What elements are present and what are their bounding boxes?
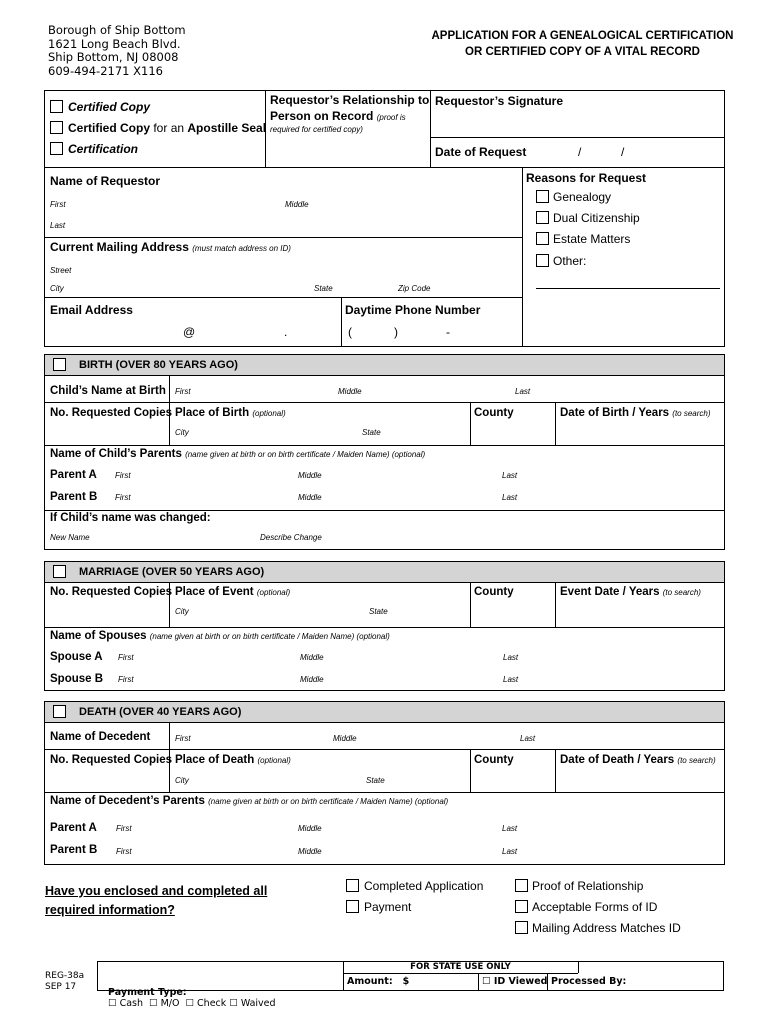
apostille-label-c: Apostille Seal — [187, 121, 267, 135]
phone-close: ) — [394, 325, 398, 339]
birth-parents-title: Name of Child’s Parents — [50, 448, 182, 460]
signature-label: Requestor’s Signature — [435, 94, 564, 108]
reason-dual-citizenship: Dual Citizenship — [553, 211, 640, 225]
completed-application-checkbox[interactable] — [346, 879, 359, 892]
address-zip: Zip Code — [398, 284, 431, 293]
mailing-address-matches-label: Mailing Address Matches ID — [532, 921, 681, 935]
death-copies-label: No. Requested Copies — [50, 754, 173, 766]
org-city: Ship Bottom, NJ 08008 — [48, 50, 179, 64]
marriage-state: State — [369, 607, 388, 616]
payment-checkbox[interactable] — [346, 900, 359, 913]
birth-parent-a-label: Parent A — [50, 469, 97, 481]
marriage-header-label: MARRIAGE (OVER 50 YEARS AGO) — [79, 566, 265, 578]
checklist-question — [45, 882, 267, 920]
birth-parent-b-last: Last — [502, 493, 518, 502]
requestor-last: Last — [50, 221, 66, 230]
proof-relationship-checkbox[interactable] — [515, 879, 528, 892]
decedent-middle: Middle — [333, 734, 357, 743]
other-checkbox[interactable] — [536, 254, 549, 267]
death-parent-b-label: Parent B — [50, 844, 98, 856]
org-phone: 609-494-2171 X116 — [48, 63, 163, 78]
birth-date-label — [560, 407, 711, 419]
death-date-note: (to search) — [677, 756, 716, 765]
spouse-a-middle: Middle — [300, 653, 324, 662]
decedent-name-label: Name of Decedent — [50, 731, 151, 743]
spouses-title: Name of Spouses — [50, 630, 147, 642]
certification-label: Certification — [68, 142, 139, 156]
death-date-label — [560, 754, 716, 766]
marriage-county-label: County — [474, 586, 514, 598]
certified-copy-label: Certified Copy — [68, 100, 151, 114]
requestor-middle: Middle — [285, 200, 309, 209]
org-name: Borough of Ship Bottom — [48, 23, 186, 37]
decedent-parents-label — [50, 795, 448, 807]
apostille-label-b: for an — [150, 121, 188, 135]
birth-checkbox[interactable] — [53, 358, 66, 371]
death-checkbox[interactable] — [53, 705, 66, 718]
processed-by-label: Processed By: — [551, 976, 627, 987]
payment-type — [102, 976, 276, 1009]
form-title-line2: OR CERTIFIED COPY OF A VITAL RECORD — [465, 46, 700, 58]
marriage-date-label — [560, 586, 701, 598]
describe-change-label: Describe Change — [260, 533, 322, 542]
apostille-label — [68, 121, 266, 135]
relationship-field[interactable] — [266, 138, 429, 166]
death-place-title: Place of Death — [175, 754, 255, 766]
form-title-line1: APPLICATION FOR A GENEALOGICAL CERTIFICATION — [431, 30, 734, 42]
signature-field[interactable] — [431, 110, 724, 136]
org-address — [48, 24, 186, 78]
form-code — [45, 971, 84, 993]
death-parent-b-last: Last — [502, 847, 518, 856]
death-header-label: DEATH (OVER 40 YEARS AGO) — [79, 706, 242, 718]
death-county-label: County — [474, 754, 514, 766]
checklist-question-line1: Have you enclosed and completed all — [45, 884, 268, 898]
marriage-place-note: (optional) — [256, 588, 291, 597]
marriage-copies-label: No. Requested Copies — [50, 586, 173, 598]
date-slash-2: / — [621, 145, 625, 159]
spouses-label — [50, 630, 390, 642]
requestor-name-label: Name of Requestor — [50, 174, 161, 188]
reason-genealogy: Genealogy — [553, 190, 612, 204]
phone-dash: - — [446, 325, 450, 339]
spouse-b-first: First — [118, 675, 134, 684]
death-parent-a-last: Last — [502, 824, 518, 833]
marriage-date-title: Event Date / Years — [560, 586, 660, 598]
birth-city: City — [175, 428, 189, 437]
death-city: City — [175, 776, 189, 785]
amount-label: Amount: $ — [347, 976, 410, 987]
proof-relationship-label: Proof of Relationship — [532, 879, 644, 893]
payment-type-options[interactable]: ☐ Cash ☐ M/O ☐ Check ☐ Waived — [108, 998, 276, 1009]
reason-estate-matters: Estate Matters — [553, 232, 631, 246]
birth-county-label: County — [474, 407, 514, 419]
dual-citizenship-checkbox[interactable] — [536, 211, 549, 224]
death-parent-b-first: First — [116, 847, 132, 856]
acceptable-id-checkbox[interactable] — [515, 900, 528, 913]
death-section — [44, 722, 725, 865]
spouse-a-label: Spouse A — [50, 651, 103, 663]
address-street: Street — [50, 266, 72, 275]
form-title — [430, 28, 735, 60]
marriage-city: City — [175, 607, 189, 616]
relationship-note: (proof is — [376, 113, 406, 122]
marriage-place-label — [175, 586, 290, 598]
reason-other: Other: — [553, 254, 587, 268]
relationship-label-line2 — [270, 109, 406, 123]
marriage-date-note: (to search) — [662, 588, 701, 597]
genealogy-checkbox[interactable] — [536, 190, 549, 203]
certified-copy-checkbox[interactable] — [50, 100, 63, 113]
apostille-label-a: Certified Copy — [68, 121, 151, 135]
marriage-place-title: Place of Event — [175, 586, 254, 598]
relationship-note-line2: required for certified copy) — [270, 125, 363, 134]
death-place-note: (optional) — [257, 756, 291, 765]
death-parent-b-middle: Middle — [298, 847, 322, 856]
birth-parent-b-label: Parent B — [50, 491, 98, 503]
other-line[interactable] — [536, 288, 720, 289]
address-state: State — [314, 284, 333, 293]
birth-parents-note: (name given at birth or on birth certificate / Maiden Name) (optional) — [185, 450, 426, 459]
spouses-note: (name given at birth or on birth certificate / Maiden Name) (optional) — [149, 632, 390, 641]
mailing-address-note: (must match address on ID) — [192, 244, 291, 253]
death-date-title: Date of Death / Years — [560, 754, 675, 766]
date-of-request-label: Date of Request — [435, 145, 527, 159]
email-dot: . — [284, 325, 288, 339]
email-at: @ — [183, 325, 196, 339]
child-name-label: Child’s Name at Birth — [50, 385, 166, 397]
birth-state: State — [362, 428, 381, 437]
new-name-label: New Name — [50, 533, 90, 542]
decedent-first: First — [175, 734, 191, 743]
death-state: State — [366, 776, 385, 785]
birth-place-label — [175, 407, 286, 419]
payment-type-label: Payment Type: — [108, 987, 187, 998]
reasons-label: Reasons for Request — [526, 171, 647, 185]
birth-place-note: (optional) — [252, 409, 286, 418]
address-city: City — [50, 284, 64, 293]
birth-parent-a-first: First — [115, 471, 131, 480]
spouse-b-middle: Middle — [300, 675, 324, 684]
birth-date-title: Date of Birth / Years — [560, 407, 670, 419]
form-code-number: REG-38a — [45, 971, 85, 981]
id-viewed-label[interactable]: ☐ ID Viewed — [482, 976, 548, 987]
completed-application-label: Completed Application — [364, 879, 484, 893]
phone-label: Daytime Phone Number — [345, 303, 481, 317]
spouse-b-last: Last — [503, 675, 519, 684]
form-code-date: SEP 17 — [45, 982, 77, 992]
birth-parent-b-first: First — [115, 493, 131, 502]
payment-label: Payment — [364, 900, 412, 914]
death-parent-a-label: Parent A — [50, 822, 97, 834]
relationship-label-b: Person on Record — [270, 109, 374, 123]
spouse-b-label: Spouse B — [50, 673, 104, 685]
birth-copies-label: No. Requested Copies — [50, 407, 173, 419]
decedent-last: Last — [520, 734, 536, 743]
state-use-label: FOR STATE USE ONLY — [410, 962, 511, 972]
phone-open: ( — [348, 325, 352, 339]
mailing-address-label — [50, 240, 291, 254]
apostille-checkbox[interactable] — [50, 121, 63, 134]
spouse-a-last: Last — [503, 653, 519, 662]
certification-checkbox[interactable] — [50, 142, 63, 155]
estate-matters-checkbox[interactable] — [536, 232, 549, 245]
birth-place-title: Place of Birth — [175, 407, 250, 419]
child-middle: Middle — [338, 387, 362, 396]
child-last: Last — [515, 387, 531, 396]
date-slash-1: / — [578, 145, 582, 159]
decedent-parents-title: Name of Decedent’s Parents — [50, 795, 205, 807]
child-first: First — [175, 387, 191, 396]
requestor-first: First — [50, 200, 66, 209]
birth-header-label: BIRTH (OVER 80 YEARS AGO) — [79, 359, 238, 371]
decedent-parents-note: (name given at birth or on birth certificate / Maiden Name) (optional) — [208, 797, 449, 806]
death-parent-a-first: First — [116, 824, 132, 833]
birth-date-note: (to search) — [672, 409, 711, 418]
birth-parents-label — [50, 448, 425, 460]
birth-parent-a-middle: Middle — [298, 471, 322, 480]
spouse-a-first: First — [118, 653, 134, 662]
mailing-address-title: Current Mailing Address — [50, 240, 189, 254]
birth-parent-a-last: Last — [502, 471, 518, 480]
relationship-label-line1: Requestor’s Relationship to — [270, 93, 430, 107]
org-street: 1621 Long Beach Blvd. — [48, 36, 181, 51]
marriage-checkbox[interactable] — [53, 565, 66, 578]
death-parent-a-middle: Middle — [298, 824, 322, 833]
death-place-label — [175, 754, 291, 766]
name-changed-label: If Child’s name was changed: — [50, 512, 211, 524]
acceptable-id-label: Acceptable Forms of ID — [532, 900, 658, 914]
email-label: Email Address — [50, 303, 133, 317]
birth-parent-b-middle: Middle — [298, 493, 322, 502]
mailing-address-matches-checkbox[interactable] — [515, 921, 528, 934]
checklist-question-line2: required information? — [45, 903, 175, 917]
